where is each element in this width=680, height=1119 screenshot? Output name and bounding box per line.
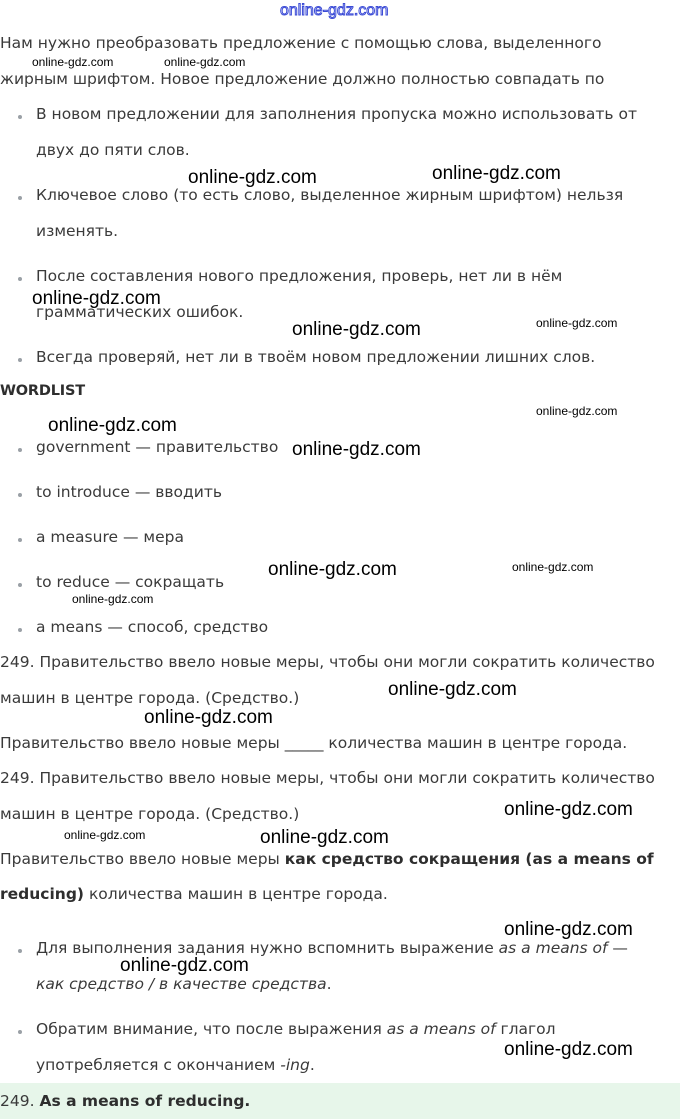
watermark: online-gdz.com bbox=[164, 55, 246, 69]
rule-1-line-1: В новом предложении для заполнения пропуска можно использовать от bbox=[36, 105, 637, 123]
watermark: online-gdz.com bbox=[504, 919, 633, 940]
watermark: online-gdz.com bbox=[512, 560, 594, 574]
explanation-text: — bbox=[607, 939, 628, 957]
wordlist-item: to reduce — сокращать bbox=[36, 573, 225, 591]
wordlist-heading: WORDLIST bbox=[0, 383, 85, 399]
wordlist-item: to introduce — вводить bbox=[36, 483, 222, 501]
bullet-icon bbox=[18, 493, 22, 497]
bullet-icon bbox=[18, 277, 22, 281]
task-repeat-line-2: машин в центре города. (Средство.) bbox=[0, 805, 300, 823]
solution-bold: как средство сокращения (as a means of bbox=[284, 850, 654, 868]
watermark: online-gdz.com bbox=[260, 827, 389, 848]
watermark: online-gdz.com bbox=[292, 319, 421, 340]
bullet-icon bbox=[18, 115, 22, 119]
watermark: online-gdz.com bbox=[32, 55, 114, 69]
watermark: online-gdz.com bbox=[144, 707, 273, 728]
bullet-icon bbox=[18, 538, 22, 542]
explanation-italic: как средство / в качестве средства bbox=[36, 975, 327, 993]
bullet-icon bbox=[18, 628, 22, 632]
explanation-italic: -ing bbox=[280, 1056, 310, 1074]
explanation-text: . bbox=[309, 1056, 315, 1074]
rule-3-line-1: После составления нового предложения, проверь, нет ли в нём bbox=[36, 267, 563, 285]
bullet-icon bbox=[18, 358, 22, 362]
wordlist-item: a measure — мера bbox=[36, 528, 184, 546]
task-repeat-line-1: 249. Правительство ввело новые меры, чтобы они могли сократить количество bbox=[0, 769, 655, 787]
watermark: online-gdz.com bbox=[388, 679, 517, 700]
watermark: online-gdz.com bbox=[32, 288, 161, 309]
bullet-icon bbox=[18, 196, 22, 200]
watermark: online-gdz.com bbox=[268, 559, 397, 580]
bullet-icon bbox=[18, 949, 22, 953]
explanation-text: Для выполнения задания нужно вспомнить выражение bbox=[36, 939, 499, 957]
site-watermark: online-gdz.com bbox=[280, 2, 389, 19]
watermark: online-gdz.com bbox=[120, 955, 249, 976]
rule-1-line-2: двух до пяти слов. bbox=[36, 141, 190, 159]
gap-sentence: Правительство ввело новые меры _____ количества машин в центре города. bbox=[0, 734, 628, 752]
explanation-text: . bbox=[326, 975, 332, 993]
watermark: online-gdz.com bbox=[536, 404, 618, 418]
bullet-icon bbox=[18, 448, 22, 452]
explanation-text: глагол bbox=[495, 1020, 556, 1038]
solution-text: количества машин в центре города. bbox=[84, 885, 388, 903]
intro-line-2: жирным шрифтом. Новое предложение должно полностью совпадать по bbox=[0, 70, 605, 88]
wordlist-item: a means — способ, средство bbox=[36, 618, 269, 636]
watermark: online-gdz.com bbox=[188, 167, 317, 188]
watermark: online-gdz.com bbox=[504, 799, 633, 820]
explanation-text: Обратим внимание, что после выражения bbox=[36, 1020, 387, 1038]
answer-line bbox=[0, 1083, 250, 1119]
rule-2-line-1: Ключевое слово (то есть слово, выделенное жирным шрифтом) нельзя bbox=[36, 186, 624, 204]
watermark: online-gdz.com bbox=[48, 415, 177, 436]
rule-2-line-2: изменять. bbox=[36, 222, 119, 240]
answer-number: 249. bbox=[0, 1092, 35, 1110]
watermark: online-gdz.com bbox=[292, 439, 421, 460]
watermark: online-gdz.com bbox=[64, 828, 146, 842]
solution-text: Правительство ввело новые меры bbox=[0, 850, 285, 868]
intro-line-1: Нам нужно преобразовать предложение с помощью слова, выделенного bbox=[0, 34, 602, 52]
solution-bold: reducing) bbox=[0, 885, 85, 903]
bullet-icon bbox=[18, 1030, 22, 1034]
explanation-2-line-2 bbox=[36, 1047, 315, 1083]
answer-text: As a means of reducing. bbox=[39, 1092, 251, 1110]
task-line-2: машин в центре города. (Средство.) bbox=[0, 689, 300, 707]
watermark: online-gdz.com bbox=[536, 316, 618, 330]
explanation-italic: as a means of bbox=[386, 1020, 496, 1038]
rule-3-line-2: грамматических ошибок. bbox=[36, 303, 244, 321]
explanation-text: употребляется с окончанием bbox=[36, 1056, 281, 1074]
watermark: online-gdz.com bbox=[432, 163, 561, 184]
rule-4-line-1: Всегда проверяй, нет ли в твоём новом предложении лишних слов. bbox=[36, 348, 596, 366]
bullet-icon bbox=[18, 583, 22, 587]
explanation-2-line-1 bbox=[36, 1011, 556, 1047]
solution-line-2 bbox=[0, 876, 388, 912]
watermark: online-gdz.com bbox=[504, 1039, 633, 1060]
watermark: online-gdz.com bbox=[72, 592, 154, 606]
wordlist-item: government — правительство bbox=[36, 438, 279, 456]
explanation-italic: as a means of bbox=[498, 939, 608, 957]
task-line-1: 249. Правительство ввело новые меры, чтобы они могли сократить количество bbox=[0, 653, 655, 671]
